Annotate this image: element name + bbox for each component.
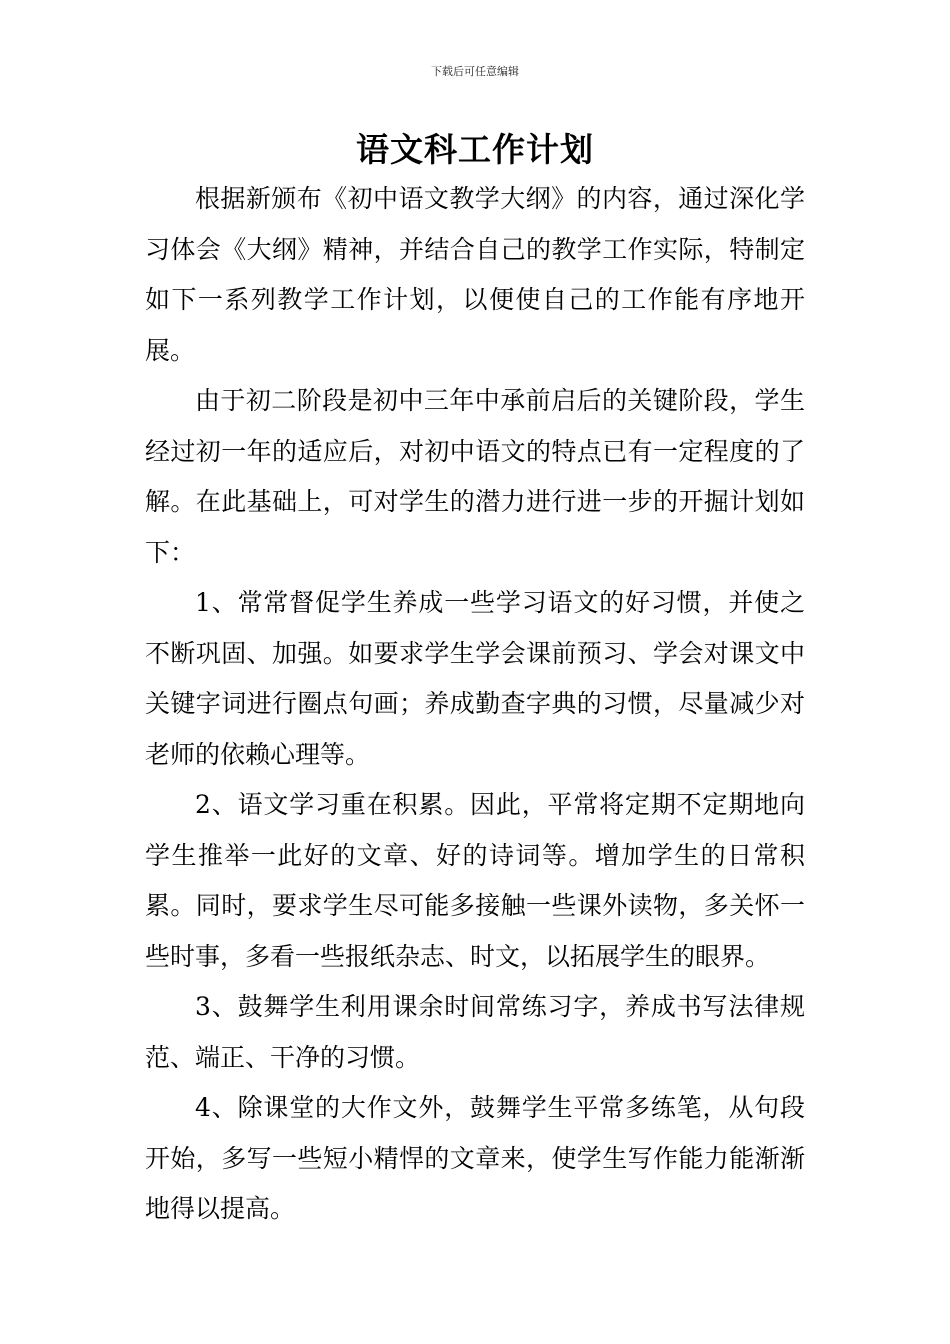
header-note: 下载后可任意编辑	[431, 65, 519, 78]
document-title: 语文科工作计划	[356, 130, 594, 169]
plan-item-2: 2、语文学习重在积累。因此，平常将定期不定期地向学生推举一此好的文章、好的诗词等。增加学生的日常积累。同时，要求学生尽可能多接触一些课外读物，多关怀一些时事，多看一些报纸杂志、时文，以拓展学生的眼界。	[145, 790, 805, 971]
plan-item-1: 1、常常督促学生养成一些学习语文的好习惯，并使之不断巩固、加强。如要求学生学会课前预习、学会对课文中关键字词进行圈点句画；养成勤查字典的习惯，尽量减少对老师的依赖心理等。	[145, 588, 805, 769]
plan-item-4: 4、除课堂的大作文外，鼓舞学生平常多练笔，从句段开始，多写一些短小精悍的文章来，使学生写作能力能渐渐地得以提高。	[145, 1093, 805, 1223]
paragraph-background: 由于初二阶段是初中三年中承前启后的关键阶段，学生经过初一年的适应后，对初中语文的特点已有一定程度的了解。在此基础上，可对学生的潜力进行进一步的开掘计划如下：	[145, 386, 805, 567]
paragraph-intro: 根据新颁布《初中语文教学大纲》的内容，通过深化学习体会《大纲》精神，并结合自己的教学工作实际，特制定如下一系列教学工作计划，以便使自己的工作能有序地开展。	[145, 184, 805, 365]
plan-item-3: 3、鼓舞学生利用课余时间常练习字，养成书写法律规范、端正、干净的习惯。	[145, 992, 805, 1072]
document-body	[145, 174, 805, 1235]
